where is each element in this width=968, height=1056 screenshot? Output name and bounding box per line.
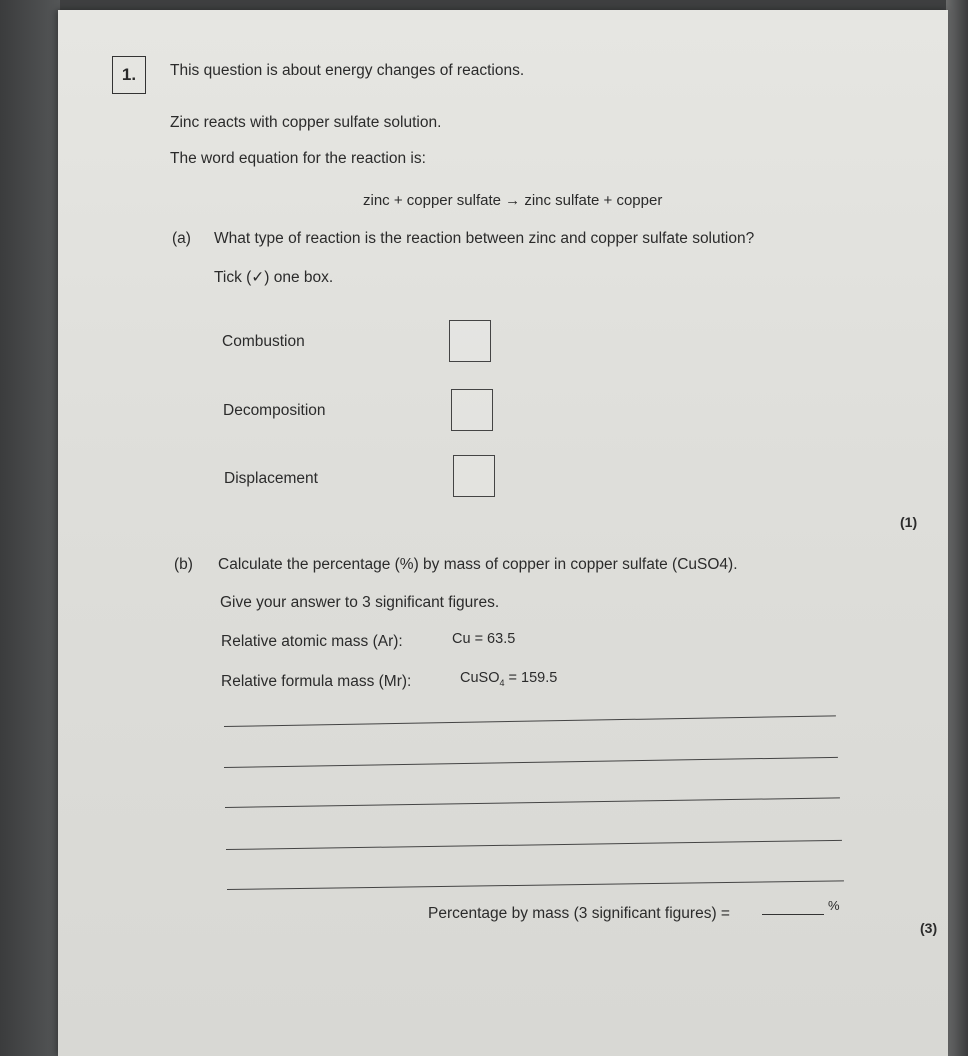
- answer-label: Percentage by mass (3 significant figures) =: [428, 905, 730, 922]
- tick-box-displacement[interactable]: [453, 455, 495, 497]
- word-equation: zinc + copper sulfate → zinc sulfate + copper: [363, 192, 663, 209]
- backdrop-left: [0, 0, 60, 1056]
- ar-value: Cu = 63.5: [452, 631, 516, 647]
- option-label-displacement: Displacement: [224, 470, 318, 487]
- mr-value-group: [460, 670, 557, 688]
- part-a-marks: (1): [900, 514, 918, 530]
- mr-subscript: 4: [499, 677, 505, 688]
- backdrop-right: [946, 0, 968, 1056]
- answer-blank[interactable]: [762, 900, 824, 915]
- mr-value: = 159.5: [504, 670, 558, 686]
- option-label-combustion: Combustion: [222, 333, 305, 350]
- question-intro: This question is about energy changes of reactions.: [170, 62, 525, 79]
- part-a-question: What type of reaction is the reaction between zinc and copper sulfate solution?: [214, 230, 755, 247]
- mr-label: Relative formula mass (Mr):: [221, 673, 412, 690]
- part-b-question: Calculate the percentage (%) by mass of copper in copper sulfate (CuSO4).: [218, 556, 738, 573]
- part-b-marks: (3): [920, 920, 938, 936]
- mr-formula: CuSO: [460, 670, 500, 686]
- equation-intro: The word equation for the reaction is:: [170, 150, 426, 167]
- part-b-instruction: Give your answer to 3 significant figures.: [220, 594, 500, 611]
- part-a-label: (a): [172, 230, 191, 247]
- question-context: Zinc reacts with copper sulfate solution.: [170, 114, 442, 131]
- question-number: 1.: [112, 56, 146, 94]
- part-b-label: (b): [174, 556, 193, 573]
- ar-label: Relative atomic mass (Ar):: [221, 633, 403, 650]
- part-a-instruction: Tick (✓) one box.: [214, 269, 334, 286]
- answer-unit: %: [828, 898, 840, 913]
- tick-box-decomposition[interactable]: [451, 389, 493, 431]
- tick-box-combustion[interactable]: [449, 320, 491, 362]
- option-label-decomposition: Decomposition: [223, 402, 326, 419]
